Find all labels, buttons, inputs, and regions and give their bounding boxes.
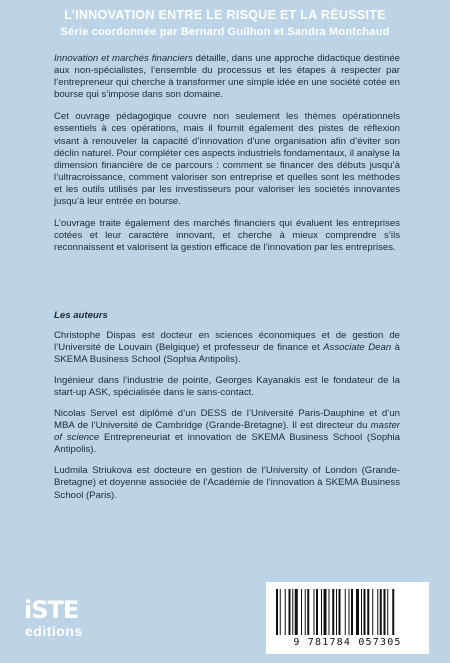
author-bio-3 <box>54 408 400 456</box>
barcode-bar <box>307 589 309 635</box>
publisher-logo-sub: editions <box>25 623 83 639</box>
barcode-bar <box>349 589 350 635</box>
description-text: détaille, dans une approche didactique destinée aux non-spécialistes, l’ensemble du processus et les étapes à respecter par l’entrepreneur qui cherche à transformer une simple idée en une société cotée en bourse qui s’impose dans son domaine. <box>54 53 400 101</box>
back-cover-text <box>54 53 400 511</box>
barcode-bar <box>377 589 378 635</box>
barcode-bar <box>295 589 298 635</box>
authors-heading: Les auteurs <box>54 310 108 322</box>
barcode-bar <box>285 589 286 635</box>
barcode-bar <box>276 589 278 635</box>
barcode-bar <box>305 589 306 635</box>
book-name-italic: Innovation et marchés financiers <box>54 53 193 64</box>
description-paragraph-1 <box>54 53 400 101</box>
series-subtitle: Série coordonnée par Bernard Guilhon et Sandra Montchaud <box>60 26 390 38</box>
barcode-bar <box>364 589 366 635</box>
barcode-bar <box>392 589 394 635</box>
isbn-number: 9 781784 057305 <box>293 637 402 648</box>
barcode-bar <box>367 589 369 635</box>
barcode-bar <box>329 589 330 635</box>
barcode-bar <box>339 589 341 635</box>
barcode-bar <box>351 589 353 635</box>
barcode-bar <box>292 589 293 635</box>
publisher-logo-main: iSTE <box>24 596 79 624</box>
author-bio-text: Christophe Dispas est docteur en sciences économiques et de gestion de l’Université de Louvain (Belgique) et professeur de finance et <box>54 329 400 353</box>
publisher-logo <box>22 596 102 646</box>
author-bio-4: Ludmila Striukova est docteure en gestion de l’University of London (Grande-Bretagne) et doyenne associée de l’Académie de l’innovation à SKEMA Business School (Paris). <box>54 465 400 501</box>
barcode-bar <box>324 589 327 635</box>
author-bio-text: Nicolas Servel est diplômé d’un DESS de l’Université Paris-Dauphine et d’un MBA de l’Université de Cambridge (Grande-Bretagne). Il est directeur du <box>54 407 400 432</box>
author-bio-text: à SKEMA Business School (Sophia Antipolis). <box>54 341 400 365</box>
barcode-bar <box>289 589 291 635</box>
barcode-bar <box>372 589 373 635</box>
author-bio-italic: Associate Dean <box>323 341 392 353</box>
barcode-bar <box>280 589 281 635</box>
barcode-bar <box>361 589 362 635</box>
author-bio-text: Entrepreneuriat et innovation de SKEMA Business School (Sophia Antipolis). <box>54 432 400 456</box>
barcode-bar <box>345 589 346 635</box>
barcode-bar <box>380 589 382 635</box>
isbn-barcode <box>266 582 429 654</box>
barcode-bar <box>321 589 322 635</box>
barcode-bar <box>336 589 337 635</box>
barcode-bar <box>301 589 302 635</box>
barcode-bar <box>316 589 318 635</box>
description-paragraph-2: Cet ouvrage pédagogique couvre non seulement les thèmes opérationnels essentiels à ces opérations, mais il fournit également des pistes de réflexion visant à renouveler la capacité d’innovation d’une organisation afin d’éviter son déclin naturel. Pour compléter ces aspects industriels fondamentaux, il analyse la dimension financière de ce parcours : comment se financer des débuts jusqu’à l’ultracroissance, comment valoriser son entreprise et quelles sont les méthodes et les outils utilisés par les investisseurs pour valoriser les sociétés innovantes jusqu’à leur entrée en bourse. <box>54 111 400 208</box>
barcode-bar <box>356 589 359 635</box>
description-paragraph-3: L’ouvrage traite également des marchés financiers qui évaluent les entreprises cotées et leur caractère innovant, et cherche à mieux comprendre s’ils reconnaissent et valorisent la gestion efficace de l’innovation par les entreprises. <box>54 218 400 254</box>
book-title: L’INNOVATION ENTRE LE RISQUE ET LA RÉUSSITE <box>64 8 386 22</box>
barcode-bars <box>276 589 419 635</box>
barcode-bar <box>387 589 388 635</box>
author-bio-2: Ingénieur dans l’industrie de pointe, Georges Kayanakis est le fondateur de la start-up ASK, spécialisée dans le sans-contact. <box>54 374 400 398</box>
author-bio-1 <box>54 330 400 366</box>
author-bio-italic: master of science <box>54 420 400 444</box>
barcode-bar <box>314 589 315 635</box>
barcode-bar <box>332 589 334 635</box>
barcode-bar <box>384 589 386 635</box>
